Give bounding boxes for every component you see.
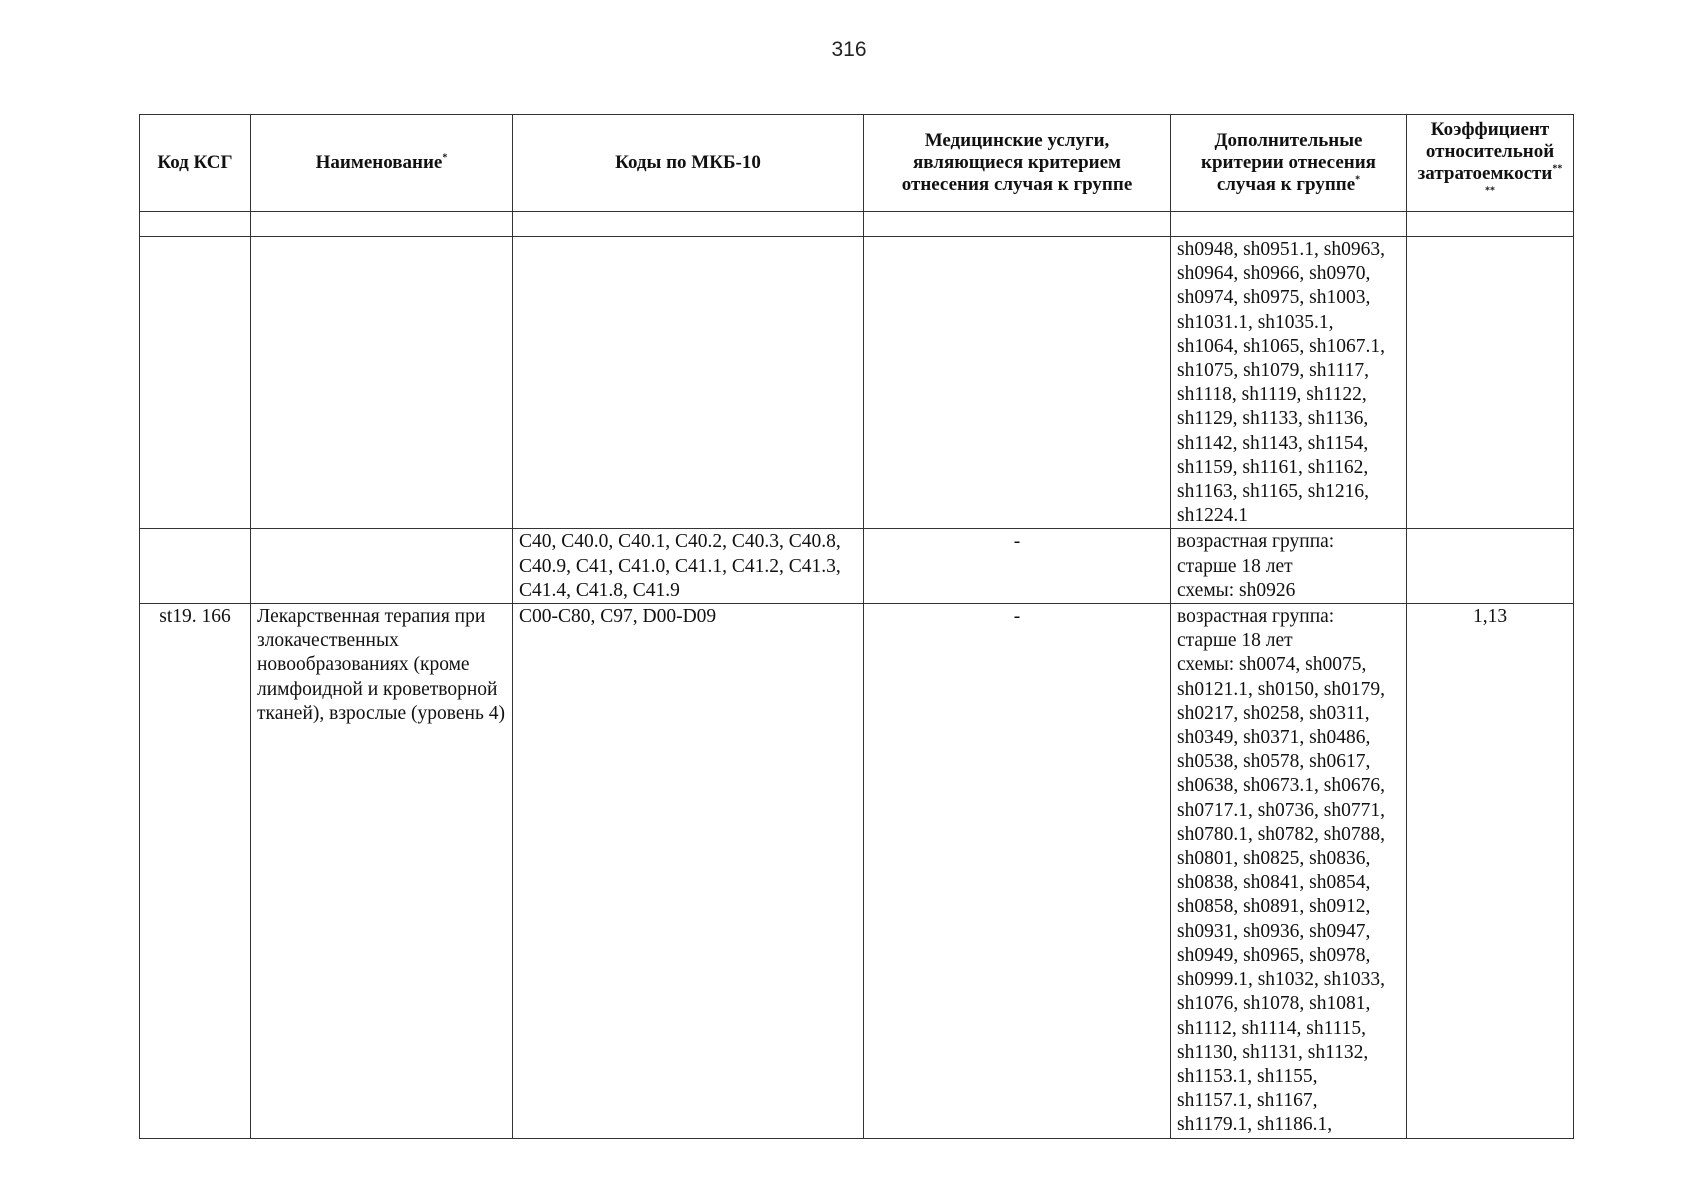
cell-ksg-code: [140, 529, 251, 604]
page-number: 316: [831, 38, 867, 61]
cell-coefficient: 1,13: [1407, 604, 1574, 1138]
cell-criteria: sh0948, sh0951.1, sh0963, sh0964, sh0966, sh0970, sh0974, sh0975, sh1003, sh1031.1, sh1035.1, sh1064, sh1065, sh1067.1, sh1075, sh1079, sh1117, sh1118, sh1119, sh1122, sh1129, sh1133, sh1136, sh1142, sh1143, sh1154, sh1159, sh1161, sh1162, sh1163, sh1165, sh1216, sh1224.1: [1171, 237, 1407, 529]
cell-coefficient: [1407, 529, 1574, 604]
table-row: [140, 529, 1574, 604]
cell-name: Лекарственная терапия при злокачественных новообразованиях (кроме лимфоидной и кроветворной тканей), взрослые (уровень 4): [251, 604, 513, 1138]
table-header-row: [140, 115, 1574, 212]
table-spacer-row: [140, 212, 1574, 237]
cell-name: [251, 237, 513, 529]
cell-services: [864, 237, 1171, 529]
header-additional-criteria: Дополнительные критерии отнесения случая к группе*: [1171, 115, 1407, 212]
header-ksg-code: Код КСГ: [140, 115, 251, 212]
header-name: Наименование*: [251, 115, 513, 212]
cell-name: [251, 529, 513, 604]
table-row: [140, 604, 1574, 1138]
cell-mkb-codes: C40, C40.0, C40.1, C40.2, C40.3, C40.8, C40.9, C41, C41.0, C41.1, C41.2, C41.3, C41.4, C41.8, C41.9: [513, 529, 864, 604]
cell-mkb-codes: C00-C80, C97, D00-D09: [513, 604, 864, 1138]
cell-ksg-code: [140, 237, 251, 529]
cell-coefficient: [1407, 237, 1574, 529]
table-row: [140, 237, 1574, 529]
cell-criteria: возрастная группа: старше 18 лет схемы: sh0074, sh0075, sh0121.1, sh0150, sh0179, sh0217, sh0258, sh0311, sh0349, sh0371, sh0486, sh0538, sh0578, sh0617, sh0638, sh0673.1, sh0676, sh0717.1, sh0736, sh0771, sh0780.1, sh0782, sh0788, sh0801, sh0825, sh0836, sh0838, sh0841, sh0854, sh0858, sh0891, sh0912, sh0931, sh0936, sh0947, sh0949, sh0965, sh0978, sh0999.1, sh1032, sh1033, sh1076, sh1078, sh1081, sh1112, sh1114, sh1115, sh1130, sh1131, sh1132, sh1153.1, sh1155, sh1157.1, sh1167, sh1179.1, sh1186.1,: [1171, 604, 1407, 1138]
header-medical-services: Медицинские услуги, являющиеся критерием отнесения случая к группе: [864, 115, 1171, 212]
header-cost-coefficient: Коэффициент относительной затратоемкости** **: [1407, 115, 1574, 212]
cell-services: -: [864, 604, 1171, 1138]
cell-ksg-code: st19. 166: [140, 604, 251, 1138]
cell-criteria: возрастная группа: старше 18 лет схемы: sh0926: [1171, 529, 1407, 604]
cell-services: -: [864, 529, 1171, 604]
cell-mkb-codes: [513, 237, 864, 529]
ksg-table: [139, 114, 1574, 1139]
header-mkb-codes: Коды по МКБ-10: [513, 115, 864, 212]
